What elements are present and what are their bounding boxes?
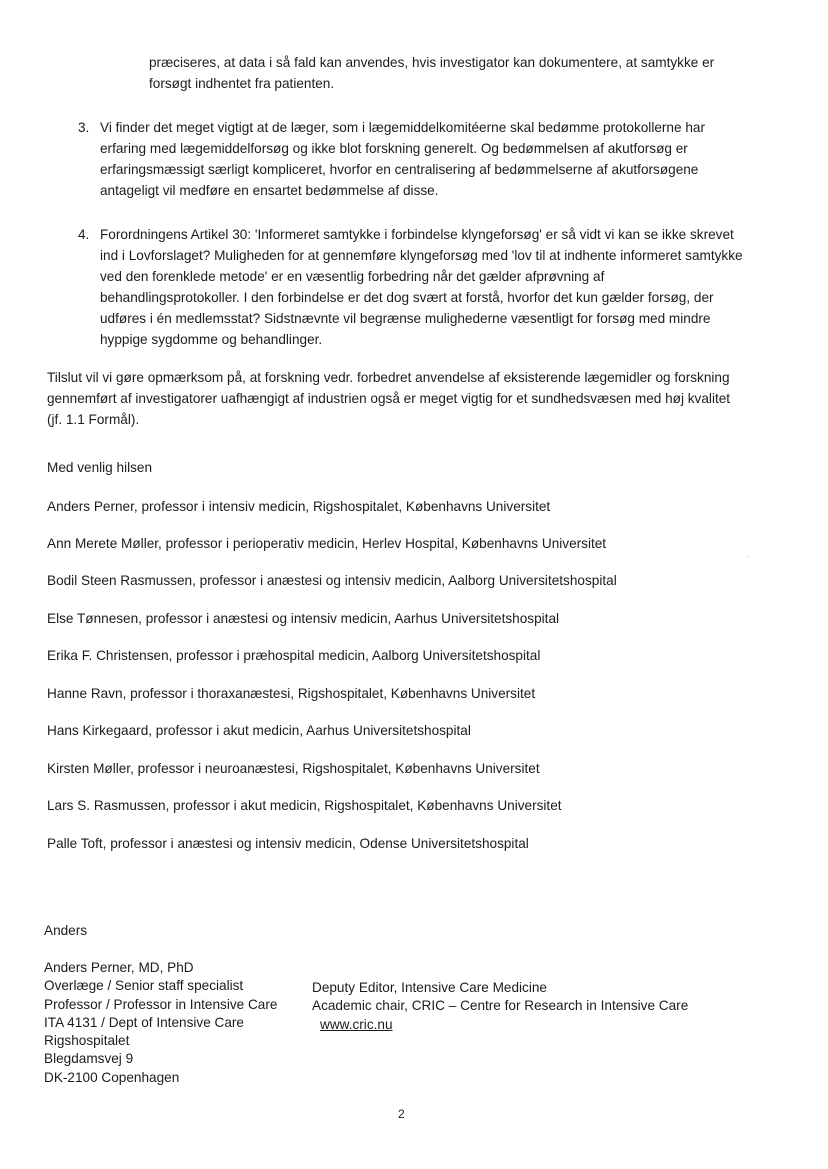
contact-line: Anders Perner, MD, PhD <box>44 960 194 975</box>
signatory: Lars S. Rasmussen, professor i akut medicin, Rigshospitalet, Københavns Universitet <box>47 798 562 813</box>
contact-line: Rigshospitalet <box>44 1033 130 1049</box>
final-paragraph <box>47 367 787 430</box>
text-line: præciseres, at data i så fald kan anvendes, hvis investigator kan dokumentere, at samtykke er <box>149 55 715 70</box>
text-line: erfaring med lægemiddelforsøg og ikke blot forskning generelt. Og bedømmelsen af akutforsøg er <box>100 141 688 156</box>
signatory: Erika F. Christensen, professor i præhospital medicin, Aalborg Universitetshospital <box>47 648 541 663</box>
signatory: Hans Kirkegaard, professor i akut medicin, Aarhus Universitetshospital <box>47 723 471 738</box>
continuation-paragraph <box>149 52 789 94</box>
list-item-3 <box>100 117 780 201</box>
greeting: Med venlig hilsen <box>47 460 153 475</box>
contact-line: Blegdamsvej 9 <box>44 1051 134 1067</box>
contact-link-line <box>312 1016 688 1034</box>
closing-name: Anders <box>44 923 88 938</box>
signatory: Else Tønnesen, professor i anæstesi og intensiv medicin, Aarhus Universitetshospital <box>47 611 560 626</box>
text-line: gennemført af investigatorer uafhængigt af industrien også er meget vigtig for et sundhedsvæsen med høj kvalitet <box>47 391 731 406</box>
contact-line: Academic chair, CRIC – Centre for Research in Intensive Care <box>312 998 689 1014</box>
page-number: 2 <box>398 1107 405 1121</box>
signatory: Anders Perner, professor i intensiv medicin, Rigshospitalet, Københavns Universitet <box>47 499 551 514</box>
stray-mark: . <box>747 550 750 559</box>
text-line: antageligt vil medføre en ensartet bedømmelse af disse. <box>100 183 439 198</box>
text-line: (jf. 1.1 Formål). <box>47 412 140 427</box>
text-line: behandlingsprotokoller. I den forbindelse er det dog svært at forstå, hvorfor det kun gælder forsøg, der <box>100 290 714 305</box>
text-line: Forordningens Artikel 30: 'Informeret samtykke i forbindelse klyngeforsøg' er så vidt vi kan se ikke skrevet <box>100 227 734 242</box>
text-line: ind i Lovforslaget? Muligheden for at gennemføre klyngeforsøg med 'lov til at indhente informeret samtykke <box>100 248 743 263</box>
contact-line: ITA 4131 / Dept of Intensive Care <box>44 1014 244 1030</box>
text-line: Tilslut vil vi gøre opmærksom på, at forskning vedr. forbedret anvendelse af eksisterende lægemidler og forskning <box>47 370 730 385</box>
list-number: 4. <box>78 227 90 242</box>
text-line: forsøgt indhentet fra patienten. <box>149 76 335 91</box>
signatory: Palle Toft, professor i anæstesi og intensiv medicin, Odense Universitetshospital <box>47 836 529 851</box>
contact-block-left <box>44 959 277 1087</box>
text-line: ved den forenklede metode' er en væsentlig forbedring når det gælder afprøvning af <box>100 269 605 284</box>
signatory: Hanne Ravn, professor i thoraxanæstesi, Rigshospitalet, Københavns Universitet <box>47 686 536 701</box>
text-line: udføres i én medlemsstat? Sidstnævnte vil begrænse mulighederne væsentligt for forsøg med mindre <box>100 311 711 326</box>
signatory: Ann Merete Møller, professor i perioperativ medicin, Herlev Hospital, Københavns Universitet <box>47 536 607 551</box>
text-line: erfaringsmæssigt særligt kompliceret, hvorfor en centralisering af bedømmelserne af akutforsøgene <box>100 162 699 177</box>
contact-line: DK-2100 Copenhagen <box>44 1069 180 1085</box>
text-line: hyppige sygdomme og behandlinger. <box>100 332 323 347</box>
cric-website-link[interactable]: www.cric.nu <box>320 1016 393 1032</box>
signatory: Kirsten Møller, professor i neuroanæstesi, Rigshospitalet, Københavns Universitet <box>47 761 540 776</box>
text-line: Vi finder det meget vigtigt at de læger, som i lægemiddelkomitéerne skal bedømme protokollerne har <box>100 120 705 135</box>
contact-line: Deputy Editor, Intensive Care Medicine <box>312 980 547 995</box>
signatory: Bodil Steen Rasmussen, professor i anæstesi og intensiv medicin, Aalborg Universitetshospital <box>47 573 617 588</box>
contact-line: Professor / Professor in Intensive Care <box>44 996 278 1012</box>
list-item-4 <box>100 224 780 350</box>
contact-block-right <box>312 979 688 1034</box>
list-number: 3. <box>78 120 90 135</box>
contact-line: Overlæge / Senior staff specialist <box>44 978 244 994</box>
